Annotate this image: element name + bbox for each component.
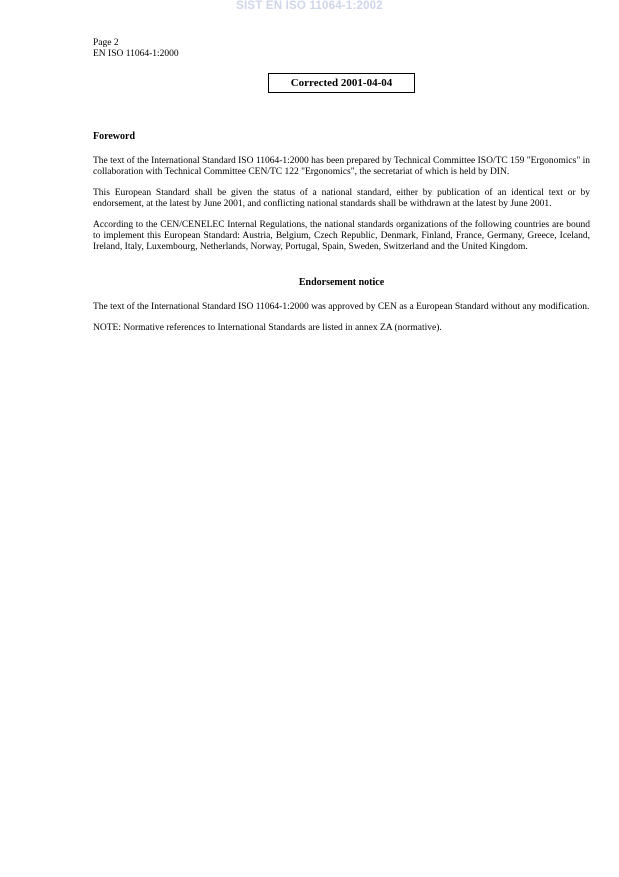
document-id: EN ISO 11064-1:2000 (93, 49, 179, 59)
foreword-paragraph-3: According to the CEN/CENELEC Internal Regulations, the national standards organizations of the following countries are bound to implement this European Standard: Austria, Belgium, Czech Republic, Denmark, Finland, France, Germany, Greece, Iceland, Ireland, Italy, Luxembourg, Netherlands, Norway, Portugal, Spain, Sweden, Switzerland and the United Kingdom. (93, 220, 590, 252)
watermark: SIST EN ISO 11064-1:2002 (236, 0, 383, 12)
endorsement-paragraph: The text of the International Standard ISO 11064-1:2000 was approved by CEN as a European Standard without any modification. (93, 302, 590, 312)
corrected-box: Corrected 2001-04-04 (268, 73, 415, 93)
document-body (93, 131, 590, 344)
page-number: Page 2 (93, 38, 119, 48)
foreword-paragraph-2: This European Standard shall be given the status of a national standard, either by publication of an identical text or by endorsement, at the latest by June 2001, and conflicting national standards shall be withdrawn at the latest by June 2001. (93, 188, 590, 209)
normative-note: NOTE: Normative references to International Standards are listed in annex ZA (normative). (93, 323, 442, 333)
foreword-paragraph-1: The text of the International Standard ISO 11064-1:2000 has been prepared by Technical Committee ISO/TC 159 "Ergonomics" in collaboration with Technical Committee CEN/TC 122 "Ergonomics", the secretariat of which is held by DIN. (93, 156, 590, 177)
endorsement-heading: Endorsement notice (298, 277, 385, 288)
foreword-heading: Foreword (93, 131, 136, 142)
page-header (93, 38, 179, 60)
